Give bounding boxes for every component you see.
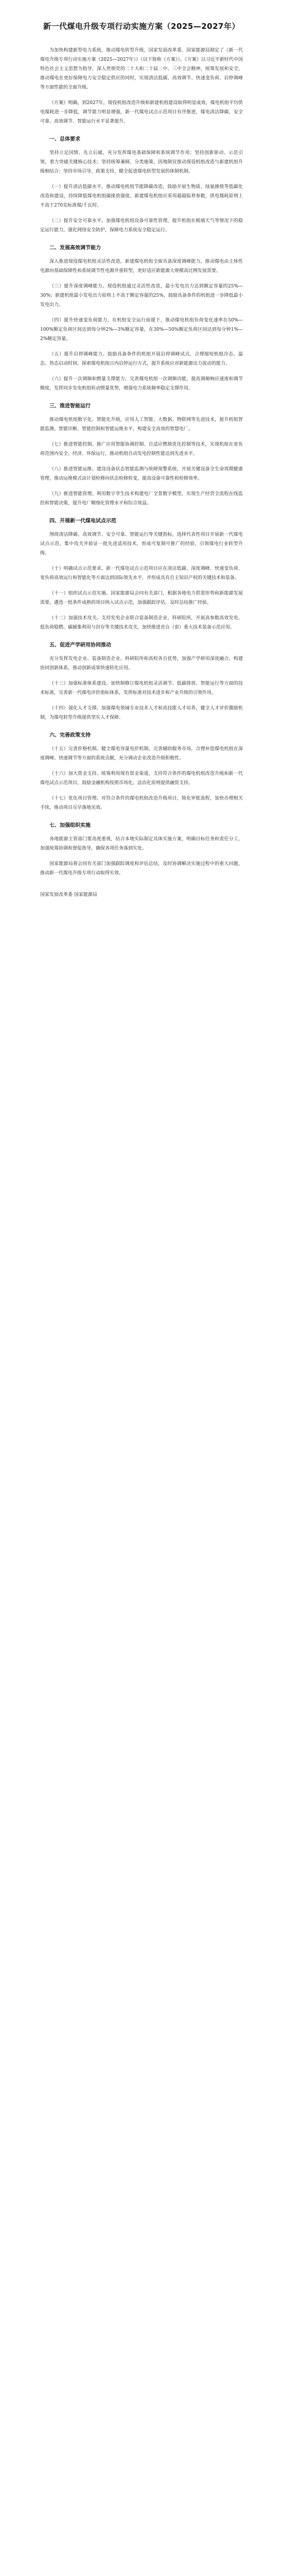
body-paragraph: （二）提升安全可靠水平。加强煤电机组设备可靠性管理，提升机组在极端天气等情况下的稳定运行能力，强化网络安全防护，保障电力系统安全稳定运行。 — [40, 218, 243, 233]
body-paragraph: （八）推进智能运维。建设设备状态智能监测与故障预警系统，开展关键设备全生命周期健康管理，推动运维模式由计划检修向状态检修转变，提高设备可靠性和检修效率。 — [40, 467, 243, 481]
document-section — [40, 821, 243, 878]
body-paragraph: 推动煤电机组数字化、智能化升级，应用人工智能、大数据、物联网等先进技术，提升机组智能监测、智能诊断、智能控制和智能运维水平，构建安全高效的智慧电厂。 — [40, 417, 243, 432]
section-heading: 五、促进产学研用协同推动 — [49, 642, 111, 648]
document-section — [40, 401, 243, 508]
document-section — [40, 46, 243, 126]
section-heading: 四、开展新一代煤电试点示范 — [49, 518, 116, 524]
body-paragraph: （五）提升启停调峰能力。鼓励具备条件的机组开展启停调峰试点，合理缩短机组冷态、温态、热态启动时间，探索煤电机组日内启停运行方式，提升系统应对新能源出力波动的能力。 — [40, 352, 243, 366]
body-paragraph: （十一）组织试点示范实施。国家能源局会同有关部门，根据各地电力供需形势和新能源发展需要，遴选一批条件成熟的项目纳入试点示范，加强跟踪评估，及时总结推广经验。 — [40, 591, 243, 605]
body-paragraph: （十七）优化项目管理。对符合条件的煤电机组改造升级项目，简化审批流程，加快办理相关手续，推动项目尽早落地见效。 — [40, 796, 243, 810]
document-section — [40, 640, 243, 722]
body-paragraph: 深入推进现役煤电机组灵活性改造，新建煤电机组全面具备深度调峰能力，推动煤电由主体性电源向基础保障性和系统调节性电源并重转型，更好适应新能源大规模高比例发展需要。 — [40, 259, 243, 274]
body-paragraph: 围绕清洁降碳、高效调节、安全可靠、智能运行等关键指标，选择代表性项目开展新一代煤电试点示范，集中攻关并验证一批先进适用技术，形成可复制可推广的经验，引领煤电行业转型升级。 — [40, 532, 243, 556]
section-heading: 六、完善政策支持 — [49, 733, 91, 738]
section-heading: 一、总体要求 — [49, 137, 80, 142]
issuer-signature: 国家发展改革委 国家能源局 — [40, 892, 97, 897]
body-paragraph: （七）推进智能控制。推广应用智能协调控制、自适应燃烧优化控制等技术，实现机组在宽负荷范围内安全、经济、环保运行，推动机组自动发电控制性能达到先进水平。 — [40, 442, 243, 456]
body-paragraph: （九）推进智能管理。利用数字孪生技术构建电厂全景数字模型，实现生产经营全流程在线监控和智能决策，提升电厂精细化管理水平和综合效益。 — [40, 492, 243, 506]
body-paragraph: 《方案》明确，到2027年，现役机组改造升级和新建机组建设取得明显成效，煤电机组平均供电煤耗进一步降低，调节能力明显增强，新一代煤电试点示范项目有序推进，煤电清洁降碳、安全可靠、高效调节、智能运行水平显著提升。 — [40, 100, 243, 124]
section-heading: 二、发展高效调节能力 — [49, 245, 101, 251]
body-paragraph: （一）提升清洁低碳水平。推动煤电机组节能降碳改造，鼓励开展生物质、绿氨掺烧等低碳化改造和建设，持续降低煤电机组碳排放强度。新建煤电机组应采用超超临界参数，供电煤耗原则上不高于270克标准煤/千瓦时。 — [40, 184, 243, 208]
section-heading: 七、加强组织实施 — [49, 823, 91, 828]
body-paragraph: （十）明确试点示范要求。新一代煤电试点示范项目应在清洁低碳、深度调峰、快速变负荷、宽负荷高效运行和智能化等方面达到国际领先水平，并形成具有自主知识产权的关键技术和装备。 — [40, 566, 243, 581]
body-paragraph: 坚持立足国情、先立后破，充分发挥煤电基础保障和系统调节作用；坚持创新驱动、示范引领，着力突破关键核心技术；坚持统筹兼顾、分类施策，因地制宜推动现役机组改造与新建机组升级相结合；坚持市场引导、政策支持，健全促进煤电转型发展的体制机制。 — [40, 150, 243, 174]
body-paragraph: （六）提升一次调频和惯量支撑能力。完善煤电机组一次调频功能，提高调频响应速度和调节精度，发挥同步发电机组转动惯量优势，增强电力系统频率稳定支撑作用。 — [40, 377, 243, 391]
body-paragraph: 充分发挥发电企业、装备制造企业、科研院所和高校各自优势，加强产学研用深度融合，构建协同创新体系，推动创新成果快速转化应用。 — [40, 656, 243, 671]
document-section — [40, 134, 243, 235]
document-section — [40, 243, 243, 393]
body-paragraph: 各地能源主管部门要高度重视，结合本地实际制定具体实施方案，明确目标任务和责任分工，加强统筹协调和督促指导，确保各项任务落到实处。 — [40, 837, 243, 851]
body-paragraph: （三）提升深度调峰能力。现役机组通过灵活性改造，最小发电出力达到额定容量的25%—30%；新建机组最小发电出力原则上不高于额定容量的25%，鼓励具备条件的机组进一步降低最小发电出力。 — [40, 284, 243, 308]
document-section — [40, 516, 243, 632]
page-title: 新一代煤电升级专项行动实施方案（2025—2027年） — [43, 22, 240, 31]
body-paragraph: （十六）加大资金支持。统筹利用现有资金渠道，支持符合条件的煤电机组改造升级和新一代煤电试点示范项目，鼓励金融机构按照市场化、法治化原则提供融资支持。 — [40, 771, 243, 786]
document-section — [40, 731, 243, 812]
body-paragraph: （十三）加强标准体系建设。加快制修订煤电机组灵活调节、低碳排放、智能运行等方面的技术标准，完善新一代煤电评价指标体系，发挥标准对技术进步和产业升级的引领作用。 — [40, 681, 243, 696]
document-body — [40, 46, 243, 878]
body-paragraph: （十四）强化人才支撑。加强煤电领域专业技术人才和高技能人才培养，健全人才评价激励机制，为煤电转型升级提供坚实人才保障。 — [40, 706, 243, 720]
body-paragraph: 为加快构建新型电力系统，推动煤电转型升级，国家发展改革委、国家能源局制定了《新一代煤电升级专项行动实施方案（2025—2027年）》（以下简称《方案》）。《方案》以习近平新时代中国特色社会主义思想为指导，深入贯彻党的二十大和二十届二中、三中全会精神，统筹发展和安全，推动煤电在更好保障电力安全稳定供应的同时，实现清洁低碳、高效调节、快速变负荷、启停调峰等方面性能的全面升级。 — [40, 48, 243, 90]
body-paragraph: （四）提升快速变负荷能力。在机组安全运行前提下，推动煤电机组负荷变化速率在50%—100%额定负荷区间达到每分钟2%—3%额定容量，在30%—50%额定负荷区间达到每分钟1%—2%额定容量。 — [40, 318, 243, 342]
body-paragraph: （十二）加强技术攻关。支持发电企业联合装备制造企业、科研院所，开展高参数高效发电、低负荷稳燃、碳捕集利用与封存等关键技术攻关，加快推进首台（套）重大技术装备示范应用。 — [40, 616, 243, 630]
body-paragraph: （十五）完善价格机制。健全煤电容量电价机制，完善辅助服务市场，合理补偿煤电机组在深度调峰、快速调节等方面的系统贡献，充分调动企业改造升级积极性。 — [40, 747, 243, 761]
body-paragraph: 国家能源局将会同有关部门加强跟踪调度和评估总结，及时协调解决实施过程中的重大问题，推动新一代煤电升级专项行动取得实效。 — [40, 861, 243, 876]
section-heading: 三、推进智能运行 — [49, 403, 91, 409]
